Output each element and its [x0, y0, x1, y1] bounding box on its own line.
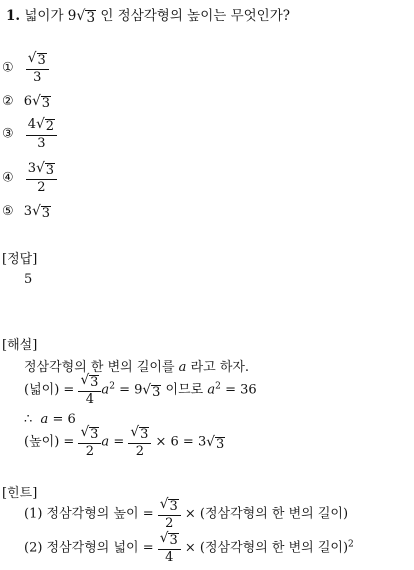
option-5[interactable] [2, 204, 51, 221]
answer-label: [정답] [2, 252, 38, 267]
option-fraction: 3 √ 3 2 [26, 162, 57, 194]
solution-line-1: 정삼각형의 한 변의 길이를 a 라고 하자. [24, 360, 250, 375]
option-sqrt: √ 3 [32, 203, 51, 221]
answer-value: 5 [24, 272, 33, 287]
question [6, 4, 290, 25]
solution-line-3: ∴ a = 6 [24, 412, 76, 427]
fraction: √ 3 2 [128, 426, 151, 458]
option-2[interactable] [2, 94, 51, 111]
option-coef: 3 [23, 204, 33, 219]
solution-label: [해설] [2, 338, 38, 353]
option-fraction: 4 √ 2 3 [26, 118, 57, 150]
option-1[interactable] [2, 52, 49, 84]
option-sqrt: √ 3 [32, 93, 51, 111]
fraction: √ 3 4 [78, 374, 101, 406]
solution-line-4: (높이) = √ 3 2 a = √ 3 2 × 6 = 3 √ 3 [24, 424, 225, 459]
question-text-before: 넓이가 9 [24, 8, 77, 24]
question-sqrt: √ 3 [76, 8, 96, 26]
fraction: √ 3 2 [158, 498, 181, 530]
option-4[interactable] [2, 162, 57, 194]
option-marker: ④ [2, 170, 14, 186]
hint-line-2: (2) 정삼각형의 넓이 = √ 3 4 × (정삼각형의 한 변의 길이)$^2$ [24, 530, 354, 565]
option-marker: ⑤ [2, 204, 14, 219]
option-coef: 6 [23, 94, 33, 109]
hint-label: [힌트] [2, 486, 38, 501]
option-marker: ② [2, 94, 14, 109]
option-marker: ① [2, 60, 14, 76]
question-text-after: 인 정삼각형의 높이는 무엇인가? [96, 8, 290, 24]
option-3[interactable] [2, 118, 57, 150]
fraction: √ 3 4 [158, 532, 181, 564]
fraction: √ 3 2 [78, 426, 101, 458]
question-number: 1. [6, 8, 21, 24]
hint-line-1: (1) 정삼각형의 높이 = √ 3 2 × (정삼각형의 한 변의 길이) [24, 496, 349, 531]
solution-line-2: (넓이) = √ 3 4 $a^2 = 9$ √ 3 이므로 $a^2 = 36$ [24, 372, 257, 407]
option-marker: ③ [2, 126, 14, 142]
option-fraction: √ 3 3 [26, 52, 49, 84]
